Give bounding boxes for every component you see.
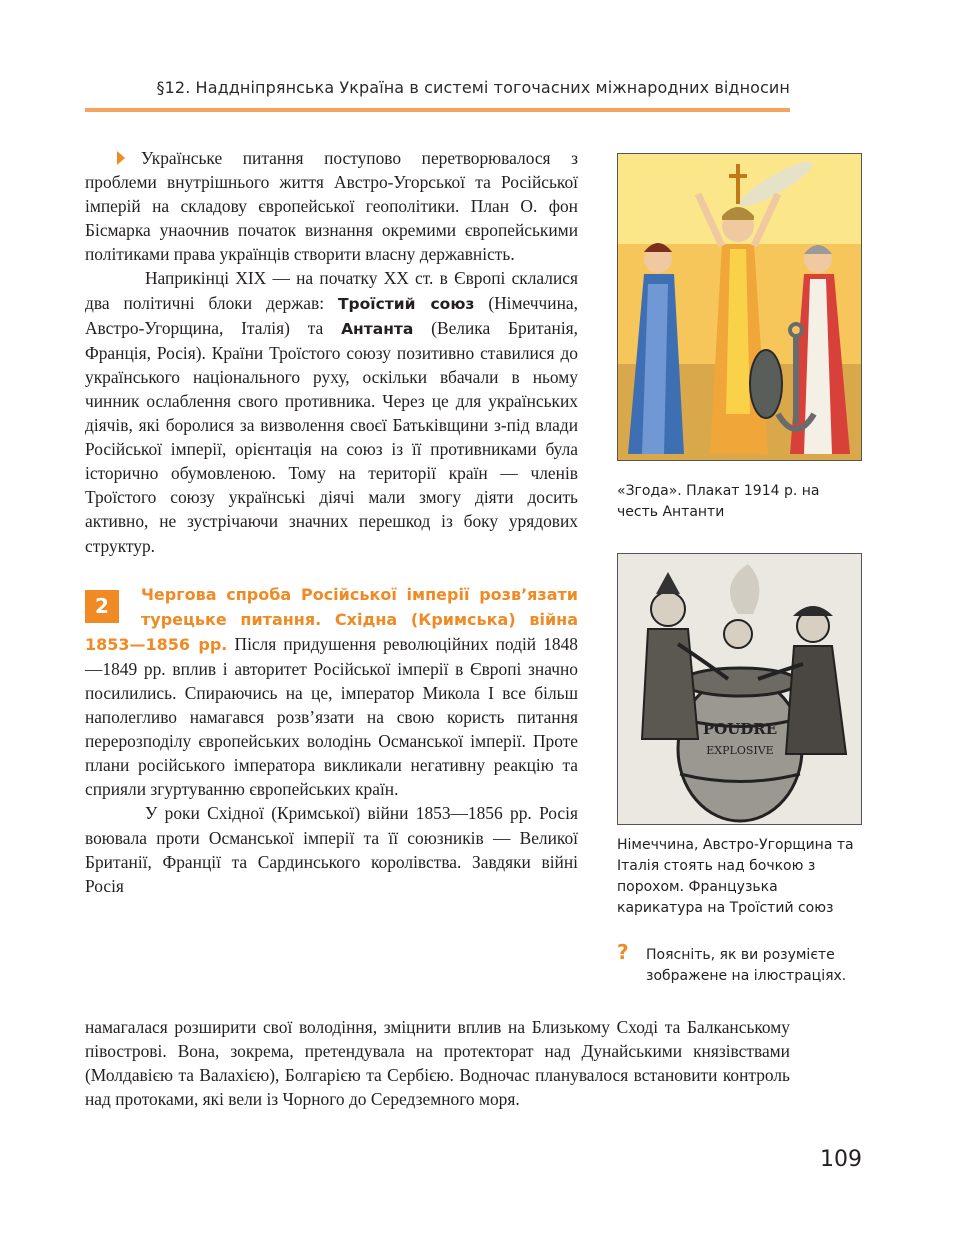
paragraph-continuation: намагалася розширити свої володіння, зміцнити вплив на Близькому Сході та Балканському півострові. Вона, зокрема, претендувала на протекторат над Дунайськими князівствами (Молдавією та Валахією), Болгарією та Сербією. Водночас планувалося встановити контроль над протоками, які вели із Чорного до Середземного моря. xyxy=(85,1017,790,1110)
entente-poster-image xyxy=(617,153,862,461)
poster-illustration xyxy=(618,154,861,460)
barrel-label-1: POUDRE xyxy=(702,720,778,738)
question-block xyxy=(617,940,867,987)
french-caricature-image xyxy=(617,553,862,825)
section-number-badge: 2 xyxy=(85,590,119,623)
main-column xyxy=(85,146,578,898)
running-header: §12. Наддніпрянська Україна в системі тогочасних міжнародних відносин xyxy=(156,78,790,97)
figure-1-caption: «Згода». Плакат 1914 р. на честь Антанти xyxy=(617,483,820,520)
term-entente: Антанта xyxy=(341,319,414,338)
paragraph-intro: Українське питання поступово перетворювалося з проблеми внутрішнього життя Австро-Угорської та Російської імперій на складову європейської геополітики. План О. фон Бісмарка унаочнив початок визнання окремими європейськими політиками права українців створити власну державність. xyxy=(85,148,578,265)
figure-2-caption: Німеччина, Австро-Угорщина та Італія стоять над бочкою з порохом. Французька карикатура на Троїстий союз xyxy=(617,837,854,916)
question-text: Поясніть, як ви розумієте зображене на ілюстраціях. xyxy=(646,947,847,984)
section-title: Чергова спроба Російської імперії розв’язати турецьке питання. Східна (Кримська) війна 1853—1856 рр. xyxy=(85,584,578,654)
caricature-illustration xyxy=(618,554,861,824)
paragraph-crimean-war: У роки Східної (Кримської) війни 1853—1856 рр. Росія воювала проти Османської імперії та її союзників — Великої Британії, Франції та Сардинського королівства. Завдяки війні Росія xyxy=(85,803,578,896)
triangle-marker-icon xyxy=(117,151,125,165)
question-mark-icon: ? xyxy=(617,940,629,964)
term-triple-alliance: Троїстий союз xyxy=(337,294,475,313)
section-2-paragraph: 2 Чергова спроба Російської імперії розв’язати турецьке питання. Східна (Кримська) війна 1853—1856 рр. Після придушення революційних подій 1848—1849 рр. вплив і авторитет Російської імперії в Європі значно посилились. Спираючись на це, імператор Микола І все більш наполегливо намагався розв’язати на свою користь питання перерозподілу європейських володінь Османської імперії. Проте плани російського імператора викликали негативну реакцію та сприяли згуртуванню європейських країн. xyxy=(85,584,578,800)
header-rule xyxy=(85,108,790,112)
page-number: 109 xyxy=(820,1147,862,1172)
wide-column xyxy=(85,1015,790,1111)
paragraph-blocs: Наприкінці XIX — на початку XX ст. в Європі склалися два політичні блоки держав: Троїстий союз (Німеччина, Австро-Угорщина, Італія) та Антанта (Велика Британія, Франція, Росія). Країни Троїстого союзу позитивно ставилися до українського національного руху, оскільки вбачали в ньому чинник ослаблення свого противника. Через це для українських діячів, які боролися за визволення своєї Батьківщини з-під влади Російської імперії, орієнтація на союз із її противниками була історично обумовленою. Тому на території країн — членів Троїстого союзу українські діячі мали змогу діяти досить активно, не зустрічаючи значних перешкод із боку урядових структур. xyxy=(85,268,578,556)
barrel-label-2: EXPLOSIVE xyxy=(706,744,774,757)
